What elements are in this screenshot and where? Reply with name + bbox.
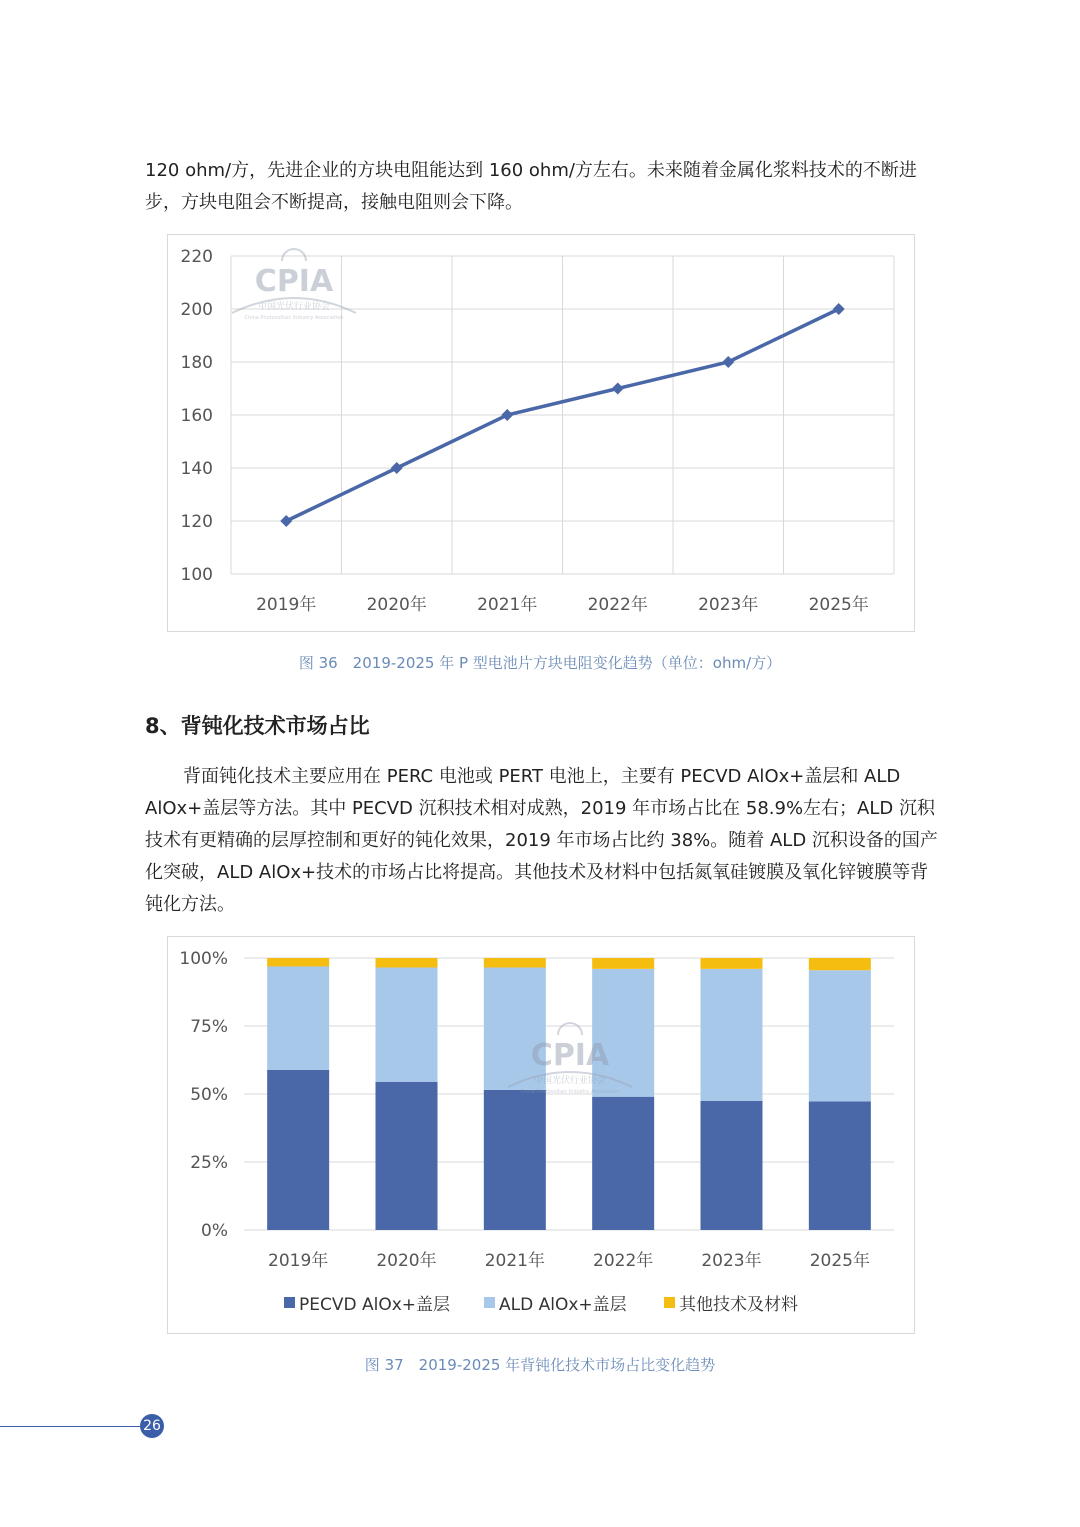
watermark-name-cn: 中国光伏行业协会 <box>533 1076 607 1086</box>
x-tick-label: 2019年 <box>268 1251 329 1271</box>
x-tick-label: 2019年 <box>256 595 317 615</box>
passivation-share-chart <box>167 936 915 1334</box>
figure-36-caption: 图 36 2019-2025 年 P 型电池片方块电阻变化趋势（单位：ohm/方） <box>298 654 782 672</box>
y-tick-label: 180 <box>180 353 213 373</box>
line-chart-svg <box>168 235 914 631</box>
bar-segment <box>809 970 871 1101</box>
footer-rule <box>0 1426 140 1427</box>
x-tick-label: 2022年 <box>587 595 648 615</box>
watermark-name-en: China Photovoltaic Industry Association <box>244 315 344 321</box>
watermark-sun-icon <box>282 249 306 261</box>
legend-label: ALD AlOx+盖层 <box>499 1295 627 1315</box>
bar-segment <box>484 958 546 968</box>
data-point-marker <box>501 409 513 421</box>
watermark-brand: CPIA <box>254 264 334 299</box>
bar-segment <box>376 968 438 1082</box>
bar-segment <box>809 1101 871 1230</box>
y-tick-label: 75% <box>190 1017 228 1037</box>
bar-segment <box>376 1082 438 1230</box>
bar-segment <box>376 958 438 968</box>
cpia-watermark <box>232 249 356 321</box>
passivation-paragraph: 背面钝化技术主要应用在 PERC 电池或 PERT 电池上，主要有 PECVD AlOx+盖层和 ALD AlOx+盖层等方法。其中 PECVD 沉积技术相对成熟，2019 年市场占比在 58.9%左右；ALD 沉积技术有更精确的层厚控制和更好的钝化效果，2019 年市场占比约 38%。随着 ALD 沉积设备的国产化突破，ALD AlOx+技术的市场占比将提高。其他技术及材料中包括氮氧硅镀膜及氧化锌镀膜等背钝化方法。 <box>145 766 938 915</box>
bar-segment <box>701 958 763 969</box>
x-tick-label: 2022年 <box>593 1251 654 1271</box>
bar-segment <box>267 966 329 1069</box>
x-tick-label: 2020年 <box>376 1251 437 1271</box>
bar-segment <box>592 958 654 969</box>
bar-segment <box>484 1090 546 1230</box>
x-tick-label: 2025年 <box>808 595 869 615</box>
y-tick-label: 200 <box>180 300 213 320</box>
figure-37-caption: 图 37 2019-2025 年背钝化技术市场占比变化趋势 <box>364 1356 716 1374</box>
bar-segment <box>592 1097 654 1230</box>
data-point-marker <box>391 462 403 474</box>
x-tick-label: 2021年 <box>477 595 538 615</box>
y-tick-label: 0% <box>201 1221 228 1241</box>
legend-swatch <box>664 1297 675 1308</box>
page-number: 26 <box>140 1414 164 1438</box>
section-title: 8、背钝化技术市场占比 <box>145 714 370 738</box>
y-tick-label: 100% <box>179 949 228 969</box>
data-point-marker <box>612 383 624 395</box>
bar-segment <box>267 958 329 966</box>
legend-swatch <box>484 1297 495 1308</box>
y-tick-label: 220 <box>180 247 213 267</box>
y-tick-label: 25% <box>190 1153 228 1173</box>
x-tick-label: 2020年 <box>366 595 427 615</box>
watermark-sun-icon <box>558 1023 582 1035</box>
y-tick-label: 50% <box>190 1085 228 1105</box>
watermark-name-en: China Photovoltaic Industry Association <box>520 1089 620 1095</box>
data-point-marker <box>833 303 845 315</box>
x-tick-label: 2023年 <box>698 595 759 615</box>
y-tick-label: 160 <box>180 406 213 426</box>
watermark-name-cn: 中国光伏行业协会 <box>257 302 331 312</box>
legend-label: 其他技术及材料 <box>679 1295 798 1315</box>
intro-paragraph: 120 ohm/方，先进企业的方块电阻能达到 160 ohm/方左右。未来随着金属化浆料技术的不断进步，方块电阻会不断提高，接触电阻则会下降。 <box>145 160 917 213</box>
bar-segment <box>809 958 871 970</box>
bar-segment <box>701 969 763 1101</box>
bar-segment <box>701 1101 763 1230</box>
stacked-bar-chart-svg <box>168 937 914 1333</box>
sheet-resistance-chart <box>167 234 915 632</box>
watermark-brand: CPIA <box>530 1038 610 1073</box>
y-tick-label: 140 <box>180 459 213 479</box>
legend-swatch <box>284 1297 295 1308</box>
legend-label: PECVD AlOx+盖层 <box>299 1295 451 1315</box>
y-tick-label: 100 <box>180 565 213 585</box>
bar-segment <box>267 1070 329 1230</box>
data-point-marker <box>722 356 734 368</box>
x-tick-label: 2021年 <box>484 1251 545 1271</box>
y-tick-label: 120 <box>180 512 213 532</box>
data-point-marker <box>280 515 292 527</box>
x-tick-label: 2023年 <box>701 1251 762 1271</box>
x-tick-label: 2025年 <box>809 1251 870 1271</box>
